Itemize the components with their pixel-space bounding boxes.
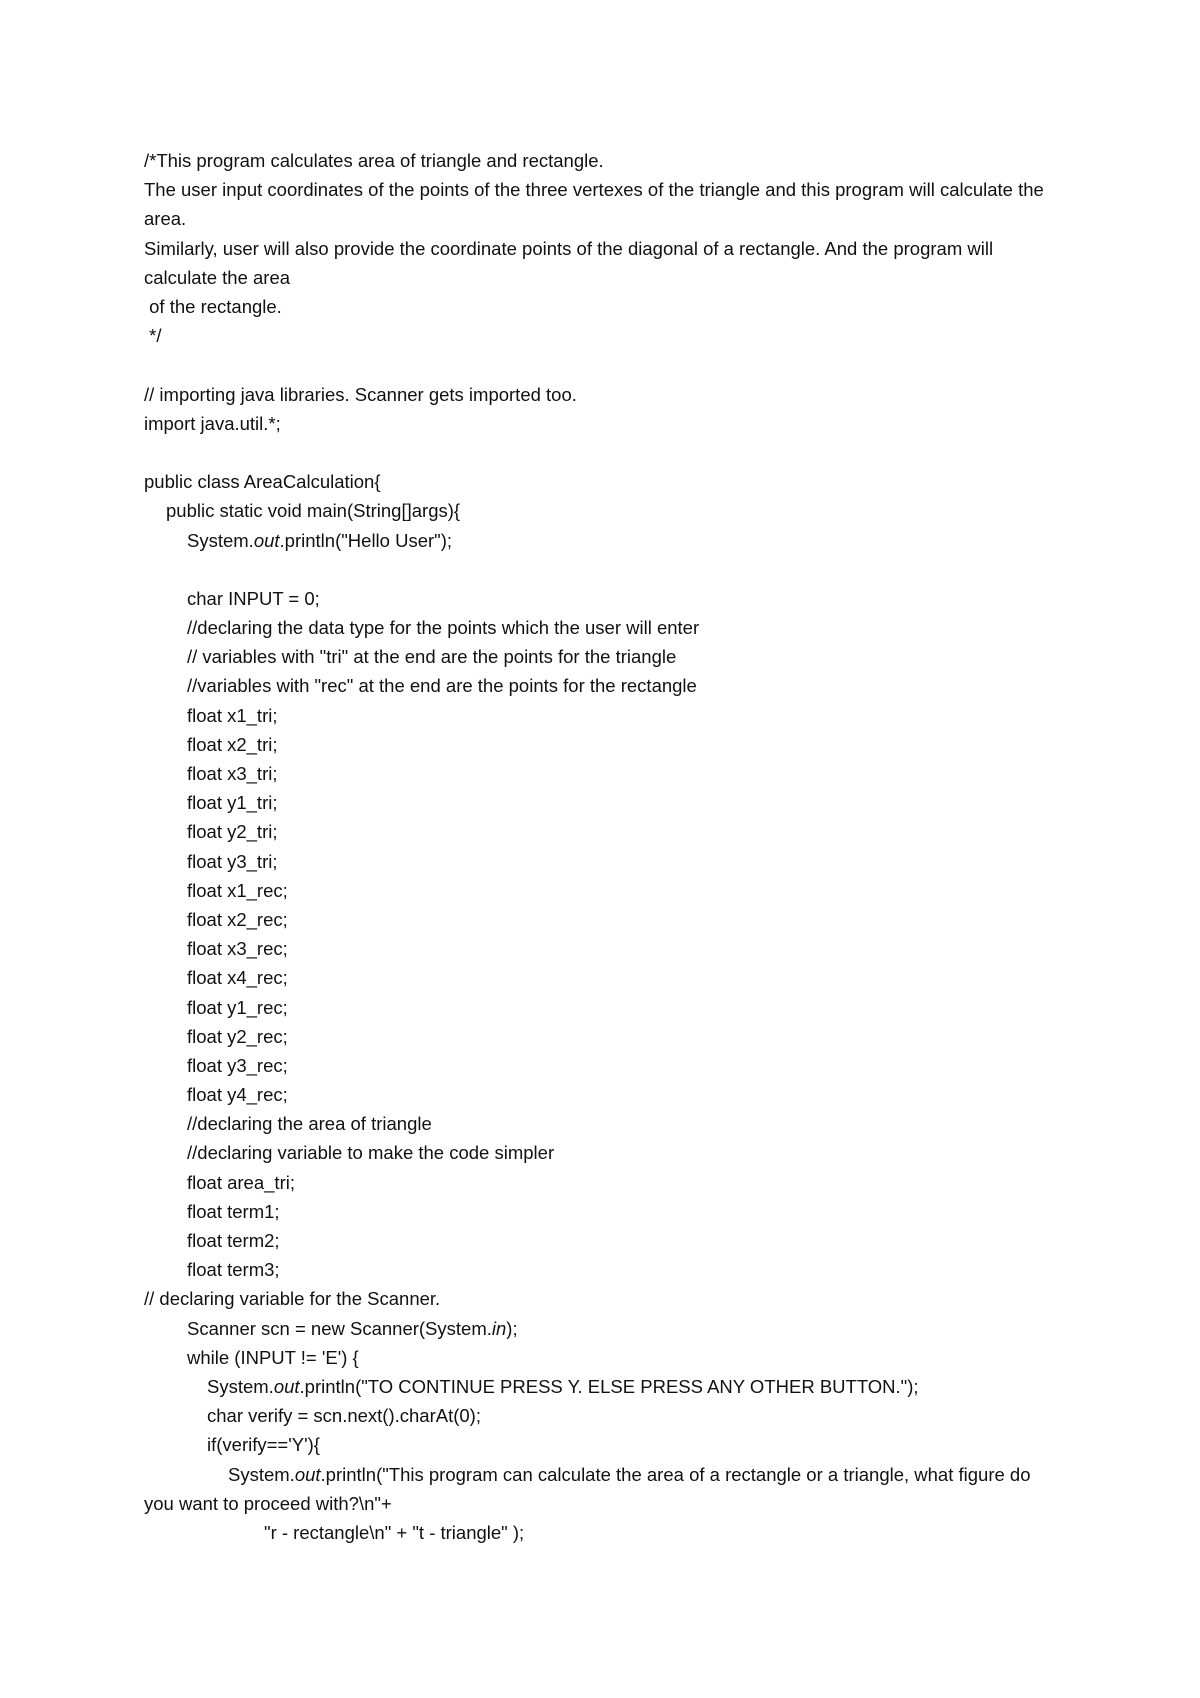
comment-line: // importing java libraries. Scanner gets imported too. xyxy=(144,383,577,405)
code-line: float x4_rec; xyxy=(187,967,288,989)
code-line: float area_tri; xyxy=(187,1171,295,1193)
code-line: import java.util.*; xyxy=(144,412,281,434)
code-line: float y1_rec; xyxy=(187,996,288,1018)
code-line: float x2_rec; xyxy=(187,908,288,930)
code-line: float y3_tri; xyxy=(187,850,278,872)
code-line: System.out.println("Hello User"); xyxy=(187,529,453,551)
code-line: float x1_tri; xyxy=(187,704,278,726)
code-line: float term3; xyxy=(187,1259,280,1281)
code-line: float y3_rec; xyxy=(187,1054,288,1076)
code-block xyxy=(144,146,1064,1547)
code-line: float y2_tri; xyxy=(187,821,278,843)
code-line: System.out.println("TO CONTINUE PRESS Y. ELSE PRESS ANY OTHER BUTTON."); xyxy=(207,1375,919,1397)
code-line: char verify = scn.next().charAt(0); xyxy=(207,1405,481,1427)
comment-line: //declaring the data type for the points which the user will enter xyxy=(187,617,700,639)
code-line: while (INPUT != 'E') { xyxy=(187,1346,359,1368)
comment-line: /*This program calculates area of triangle and rectangle. xyxy=(144,150,604,171)
code-line: float term2; xyxy=(187,1230,280,1251)
comment-line: //variables with "rec" at the end are the points for the rectangle xyxy=(187,675,697,697)
code-line: float y1_tri; xyxy=(187,792,278,814)
comment-line: Similarly, user will also provide the coordinate points of the diagonal of a rectangle. And the program will calculate the area xyxy=(144,237,994,288)
code-line: "r - rectangle\n" + "t - triangle" ); xyxy=(264,1521,525,1543)
code-line: System.out.println("This program can calculate the area of a rectangle or a triangle, what figure do you want to proceed with?\n"+ xyxy=(144,1463,1031,1514)
code-line: float x1_rec; xyxy=(187,879,288,901)
code-line: char INPUT = 0; xyxy=(187,587,320,609)
code-line: if(verify=='Y'){ xyxy=(207,1434,320,1456)
code-line: float x3_tri; xyxy=(187,763,278,784)
code-line: public class AreaCalculation{ xyxy=(144,471,381,493)
blank-line xyxy=(144,350,1064,379)
comment-line: // variables with "tri" at the end are the points for the triangle xyxy=(187,646,677,668)
comment-line: of the rectangle. xyxy=(144,296,282,317)
code-line: float term1; xyxy=(187,1200,280,1222)
comment-line: // declaring variable for the Scanner. xyxy=(144,1288,441,1310)
code-line: public static void main(String[]args){ xyxy=(166,500,461,522)
blank-line xyxy=(144,438,1064,467)
comment-line: */ xyxy=(144,325,162,347)
code-line: Scanner scn = new Scanner(System.in); xyxy=(187,1317,518,1339)
code-line: float x3_rec; xyxy=(187,938,288,960)
code-line: float x2_tri; xyxy=(187,733,278,755)
code-line: float y2_rec; xyxy=(187,1025,288,1047)
comment-line: //declaring variable to make the code simpler xyxy=(187,1142,555,1164)
comment-line: //declaring the area of triangle xyxy=(187,1113,432,1135)
code-line: float y4_rec; xyxy=(187,1084,288,1106)
blank-line xyxy=(144,555,1064,584)
comment-line: The user input coordinates of the points of the three vertexes of the triangle and this program will calculate the area. xyxy=(144,179,1044,230)
